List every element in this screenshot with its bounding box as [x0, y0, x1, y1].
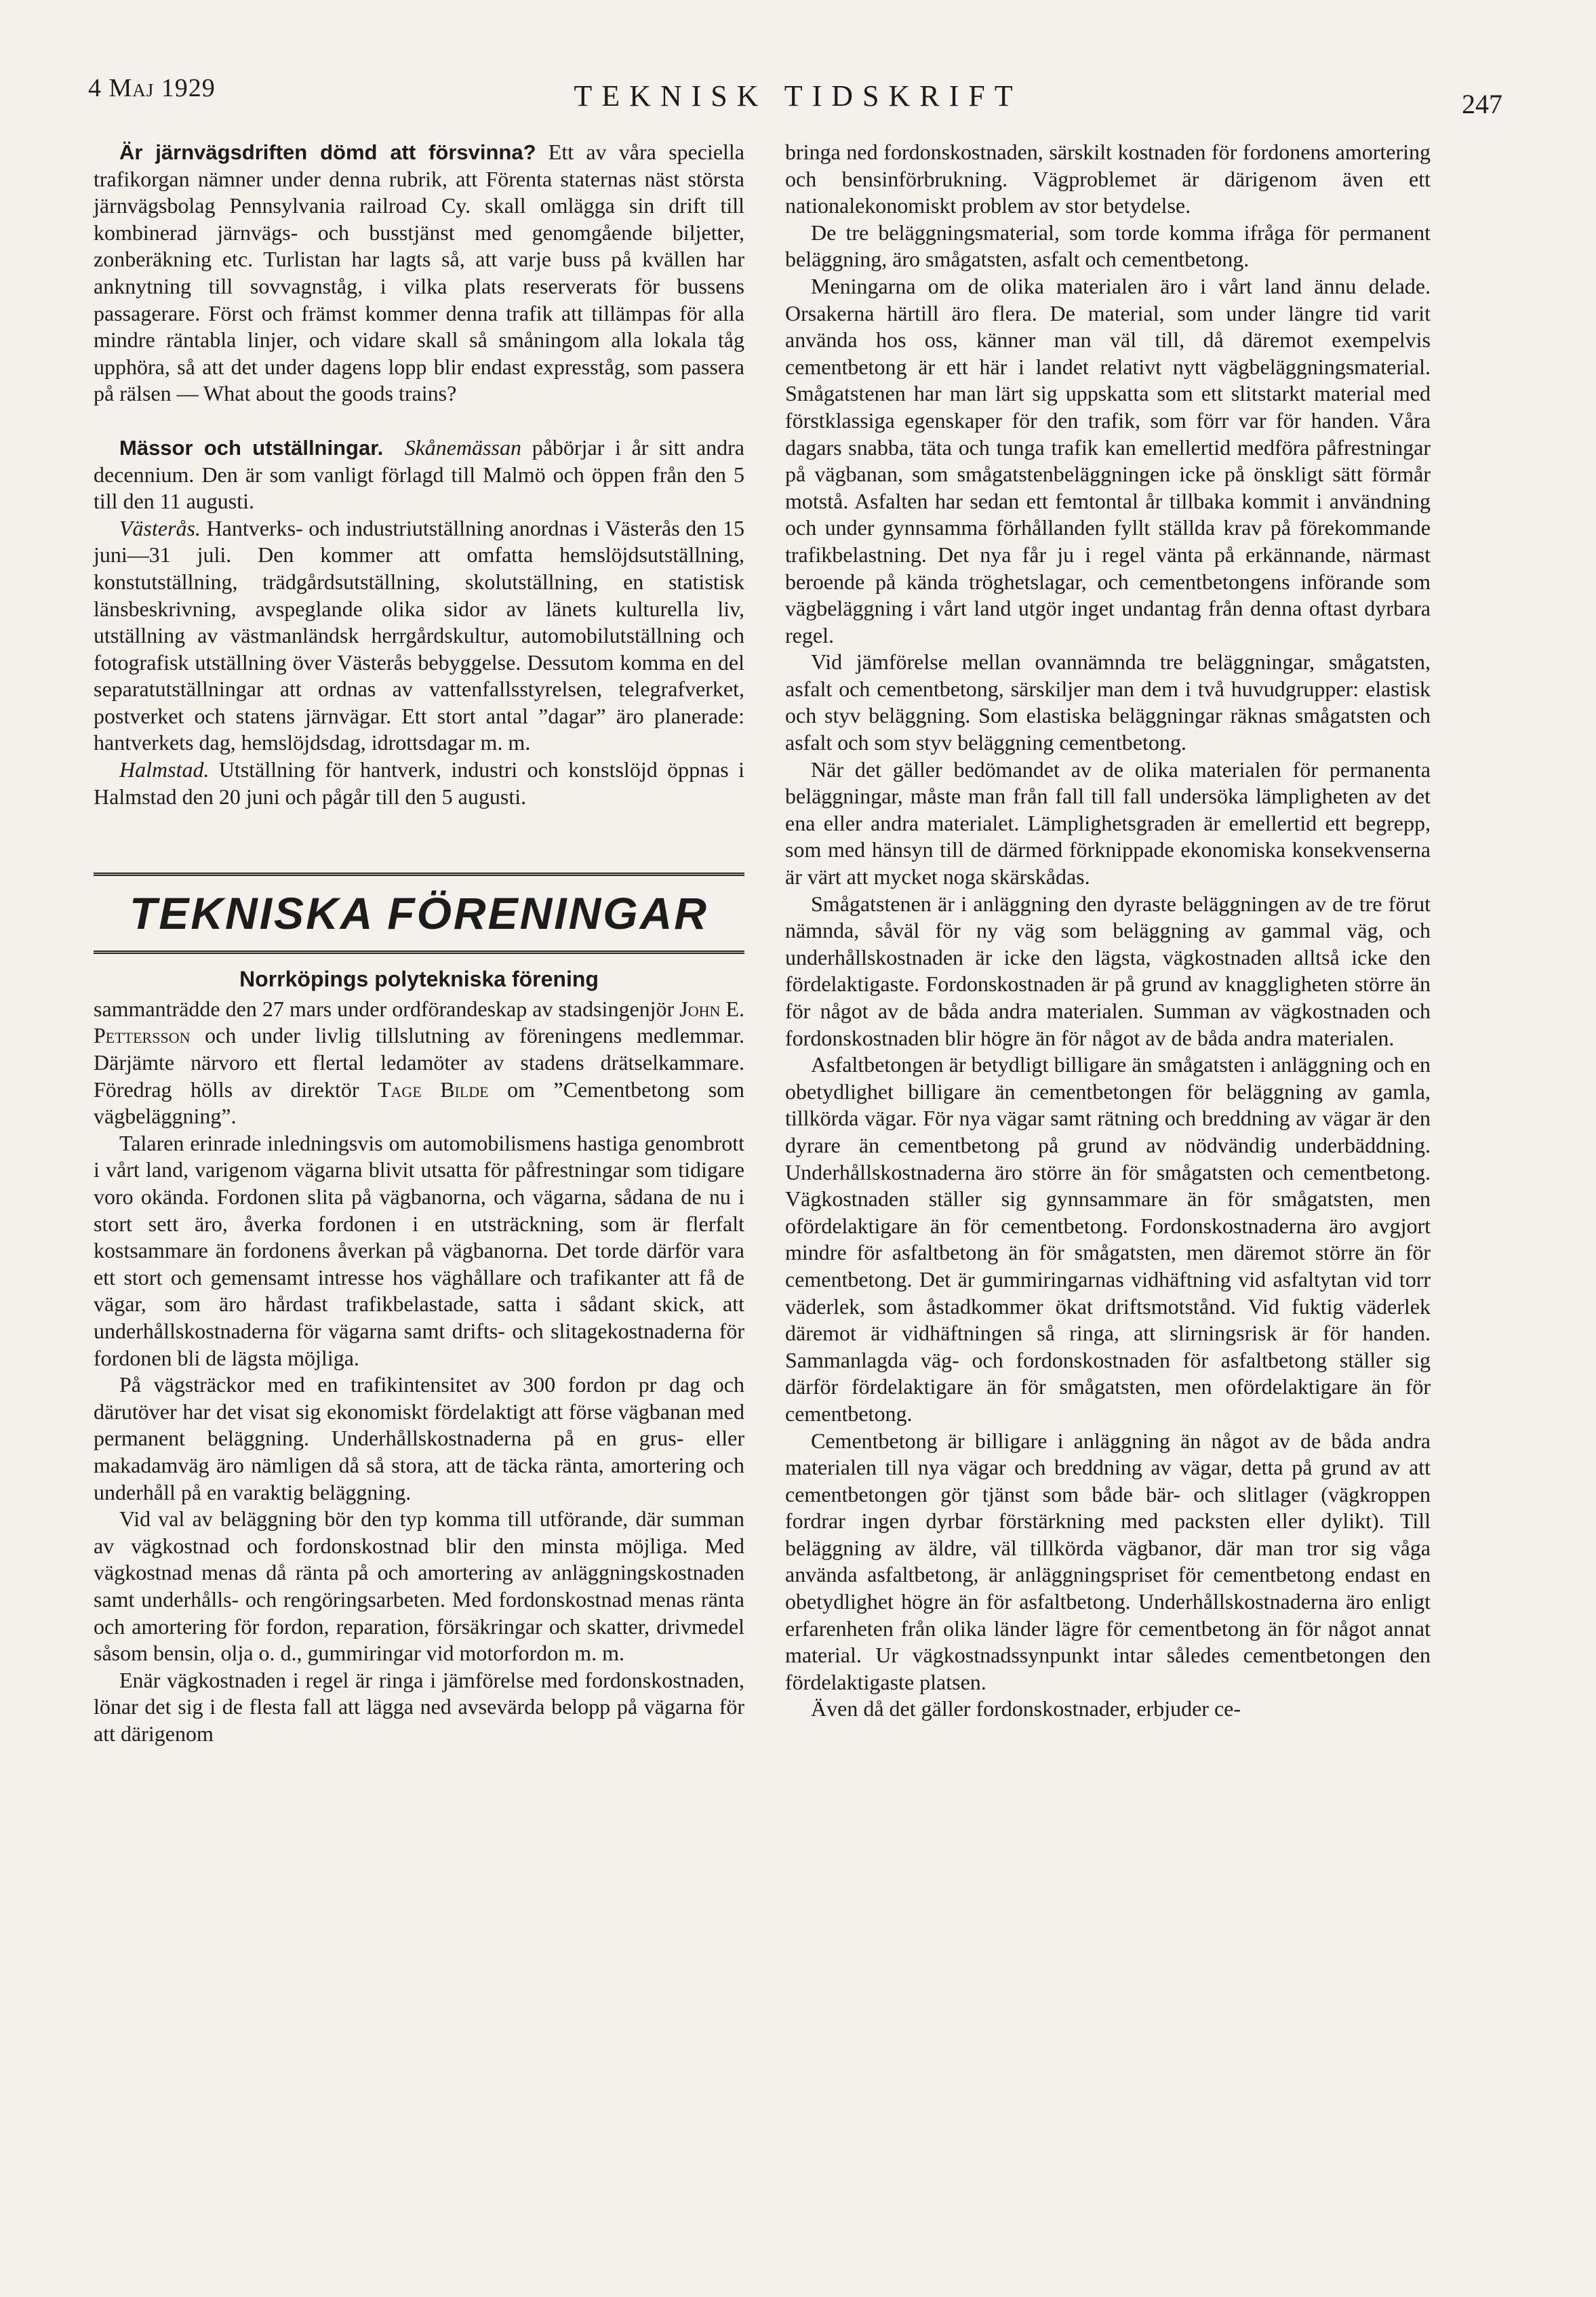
paragraph: Smågatstenen är i anläggning den dyraste beläggningen av de tre förut nämnda, såväl för ny väg som beläggning av gammal väg, och underhållskostnaden är icke den lägsta, vägkostnaden alltså icke den fördelaktigaste. Fordonskostnaden är på grund av knaggligheten större än för något av de båda andra materialen. Summan av vägkostnaden och fordonskostnaden blir högre än för något av de båda andra materialen.	[785, 891, 1431, 1050]
place-name: Västerås.	[119, 515, 201, 540]
place-name: Skånemässan	[404, 435, 521, 460]
right-column	[785, 139, 1431, 1723]
person-name: John E. Pettersson	[94, 996, 744, 1048]
paragraph: Även då det gäller fordonskostnader, erbjuder ce-	[811, 1696, 1241, 1721]
paragraph: När det gäller bedömandet av de olika materialen för permanenta beläggningar, måste man från fall till fall undersöka lämpligheten av det ena eller andra materialet. Lämplighetsgraden är emellertid ett begrepp, som med hänsyn till de därmed förknippade ekonomiska konsekvenserna är värt att mycket noga skärskådas.	[785, 757, 1431, 890]
page-header	[88, 73, 1508, 121]
paragraph: På vägsträckor med en trafikintensitet av 300 fordon pr dag och därutöver har det visat sig ekonomiskt fördelaktigt att förse vägbanan med permanent beläggning. Underhållskostnaderna på en grus- eller makadamväg äro nämligen då så stora, att de täcka ränta, amortering och underhåll på en varaktig beläggning.	[94, 1372, 744, 1504]
paragraph: Enär vägkostnaden i regel är ringa i jämförelse med fordonskostnaden, lönar det sig i de flesta fall att lägga ned avsevärda belopp på vägarna för att därigenom	[94, 1667, 744, 1746]
report-text: sammanträdde den 27 mars under ordförandeskap av stadsingenjör	[94, 996, 680, 1021]
article-fairs	[94, 435, 744, 515]
article-text: Ett av våra speciella trafikorgan nämner under denna rubrik, att Förenta staternas näst största järnvägsbolag Pennsylvania railroad Cy. skall omlägga sin drift till kombinerad järnvägs- och busstjänst med genomgående biljetter, zonberäkning etc. Turlistan har lagts så, att varje buss på kvällen har anknytning till sovvagnståg, i vilka plats reserverats för bussens passagerare. Först och främst kommer denna trafik att tillämpas för alla mindre räntabla linjer, och vidare skall så småningom alla lokala tåg upphöra, så att det under dagens lopp blir endast expresståg, som passera på rälsen — What about the goods trains?	[94, 140, 745, 406]
place-name: Halmstad.	[119, 757, 210, 782]
paragraph: Asfaltbetongen är betydligt billigare än smågatsten i anläggning och en obetydlighet billigare än cementbetongen för beläggning av gamla, tillkörda vägar. För nya vägar samt rätning och breddning av vägar är den dyrare än cementbetong på grund av nödvändig underbäddning. Underhållskostnaderna äro större än för smågatsten och cementbetong. Vägkostnaden ställer sig gynnsammare än för smågatsten, men ofördelaktigare än för cementbetong. Fordonskostnaderna äro avgjort mindre för asfaltbetong än för smågatsten, men däremot större än för cementbetong. Det är gummiringarnas vidhäftning vid asfaltytan vid torr väderlek, som åstadkommer ökat driftsmotstånd. Vid fuktig väderlek däremot är vidhäftningen så ringa, att slirningsrisk är för handen. Sammanlagda väg- och fordonskostnaden för asfaltbetong ställer sig därför fördelaktigare än för smågatsten, men ofördelaktigare än för cementbetong.	[785, 1052, 1431, 1426]
paragraph: Vid jämförelse mellan ovannämnda tre beläggningar, smågatsten, asfalt och cementbetong, särskiljer man dem i två huvudgrupper: elastisk och styv beläggning. Som elastiska beläggningar räknas smågatsten och asfalt och som styv beläggning cementbetong.	[785, 650, 1431, 755]
article-text: påbörjar i år sitt andra decennium. Den är som vanligt förlagd till Malmö och öppen från den 5 till den 11 augusti.	[94, 435, 745, 514]
report-text: om ”Cementbetong som vägbeläggning”.	[94, 1077, 745, 1129]
paragraph: Meningarna om de olika materialen äro i vårt land ännu delade. Orsakerna härtill äro flera. De material, som under längre tid varit använda hos oss, känner man väl till, då däremot exempelvis cementbetong är ett här i landet relativt nytt vägbeläggningsmaterial. Smågatstenen har man lärt sig uppskatta som ett slitstarkt material med förstklassiga egenskaper för den trafik, som förr var för handen. Våra dagars snabba, täta och tunga trafik kan emellertid medföra påfrestningar på vägbanan, som smågatstenbeläggningen icke på önskligt sätt förmår motstå. Asfalten har sedan ett femtontal år tillbaka kommit i användning och under gynnsamma förhållanden fyllt ställda krav på förekommande trafikbelastning. Det nya får ju i regel vänta på erkännande, närmast beroende på kända tröghetslagar, och cementbetongens införande som vägbeläggning i vårt land utgör inget undantag från denna oftast dyrbara regel.	[785, 273, 1431, 647]
paragraph: Vid val av beläggning bör den typ komma till utförande, där summan av vägkostnad och fordonskostnad blir den minsta möjliga. Med vägkostnad menas då ränta på och amortering av anläggningskostnaden samt underhålls- och rengöringsarbeten. Med fordonskostnad menas ränta och amortering för fordon, reparation, försäkringar och skatter, drivmedel såsom bensin, olja o. d., gummiringar vid motorfordon m. m.	[94, 1506, 744, 1666]
date-month: Maj	[108, 74, 155, 102]
left-column	[94, 139, 744, 1747]
article-halmstad	[94, 757, 744, 810]
meeting-report	[94, 996, 744, 1130]
article-text: Hantverks- och industriutställning anordnas i Västerås den 15 juni—31 juli. Den kommer att omfatta hemslöjdsutställning, konstutställning, trädgårdsutställning, skolutställning, en statistisk länsbeskrivning, avspeglande olika sidor av länets kulturella liv, utställning av västmanländsk herrgårdskultur, automobilutställning och fotografisk utställning över Västerås bebyggelse. Dessutom komma en del separatutställningar att ordnas av vattenfallsstyrelsen, telegrafverket, postverket och statens järnvägar. Ett stort antal ”dagar” äro planerade: hantverkets dag, hemslöjdsdag, idrottsdagar m. m.	[94, 515, 744, 755]
journal-title: TEKNISK TIDSKRIFT	[574, 79, 1022, 113]
section-title: TEKNISKA FÖRENINGAR	[129, 888, 709, 939]
section-header	[94, 873, 744, 954]
paragraph: Talaren erinrade inledningsvis om automobilismens hastiga genombrott i vårt land, varigenom vägarna blivit utsatta för påfrestningar som tidigare voro okända. Fordonen slita på vägbanorna, och vägarna, sådana de nu i stort sett äro, åverka fordonen i en utsträckning, som är flerfalt kostsammare än fordonens åverkan på vägbanorna. Det torde därför vara ett stort och gemensamt intresse hos väghållare och trafikanter att få de vägar, som äro hårdast trafikbelastade, satta i sådant skick, att underhållskostnaderna för vägarna samt drifts- och slitagekostnaderna för fordonen bli de lägsta möjliga.	[94, 1130, 744, 1370]
article-railway	[94, 139, 744, 407]
society-heading: Norrköpings polytekniska förening	[239, 967, 599, 992]
date-year: 1929	[161, 74, 216, 102]
paragraph: bringa ned fordonskostnaden, särskilt kostnaden för fordonens amortering och bensinförbrukning. Vägproblemet är därigenom även ett nationalekonomiskt problem av stor betydelse.	[785, 140, 1431, 218]
spacer	[94, 407, 744, 435]
spacer	[94, 810, 744, 873]
article-heading: Är järnvägsdriften dömd att försvinna?	[119, 140, 536, 164]
person-name: Tage Bilde	[378, 1077, 489, 1102]
article-vasteras	[94, 515, 744, 757]
paragraph: Cementbetong är billigare i anläggning än något av de båda andra materialen till nya vägar och breddning av vägar, detta på grund av att cementbetongen gör tjänst som både bär- och slitlager (vägkroppen fordrar ingen dyrbar förstärkning med packsten eller dylikt). Till beläggning av äldre, väl tillkörda vägbanor, där man tror sig våga använda asfaltbetong, är anläggningspriset för cementbetong endast en obetydlighet högre än för asfaltbetong. Underhållskostnaderna äro enligt erfarenheten från olika länder lägre för cementbetong än för något annat material. Ur vägkostnadssynpunkt intar således cementbetongen den fördelaktigaste platsen.	[785, 1428, 1431, 1694]
date-day: 4	[88, 74, 102, 102]
page-number: 247	[1462, 89, 1502, 119]
paragraph: De tre beläggningsmaterial, som torde komma ifråga för permanent beläggning, äro smågatsten, asfalt och cementbetong.	[785, 220, 1431, 272]
article-heading: Mässor och utställningar.	[119, 435, 384, 460]
article-text: Utställning för hantverk, industri och konstslöjd öppnas i Halmstad den 20 juni och pågår till den 5 augusti.	[94, 757, 744, 809]
report-text: och under livlig tillslutning av föreningens medlemmar. Därjämte närvoro ett flertal ledamöter av stadens drätselkammare. Föredrag hölls av direktör	[94, 1023, 744, 1102]
